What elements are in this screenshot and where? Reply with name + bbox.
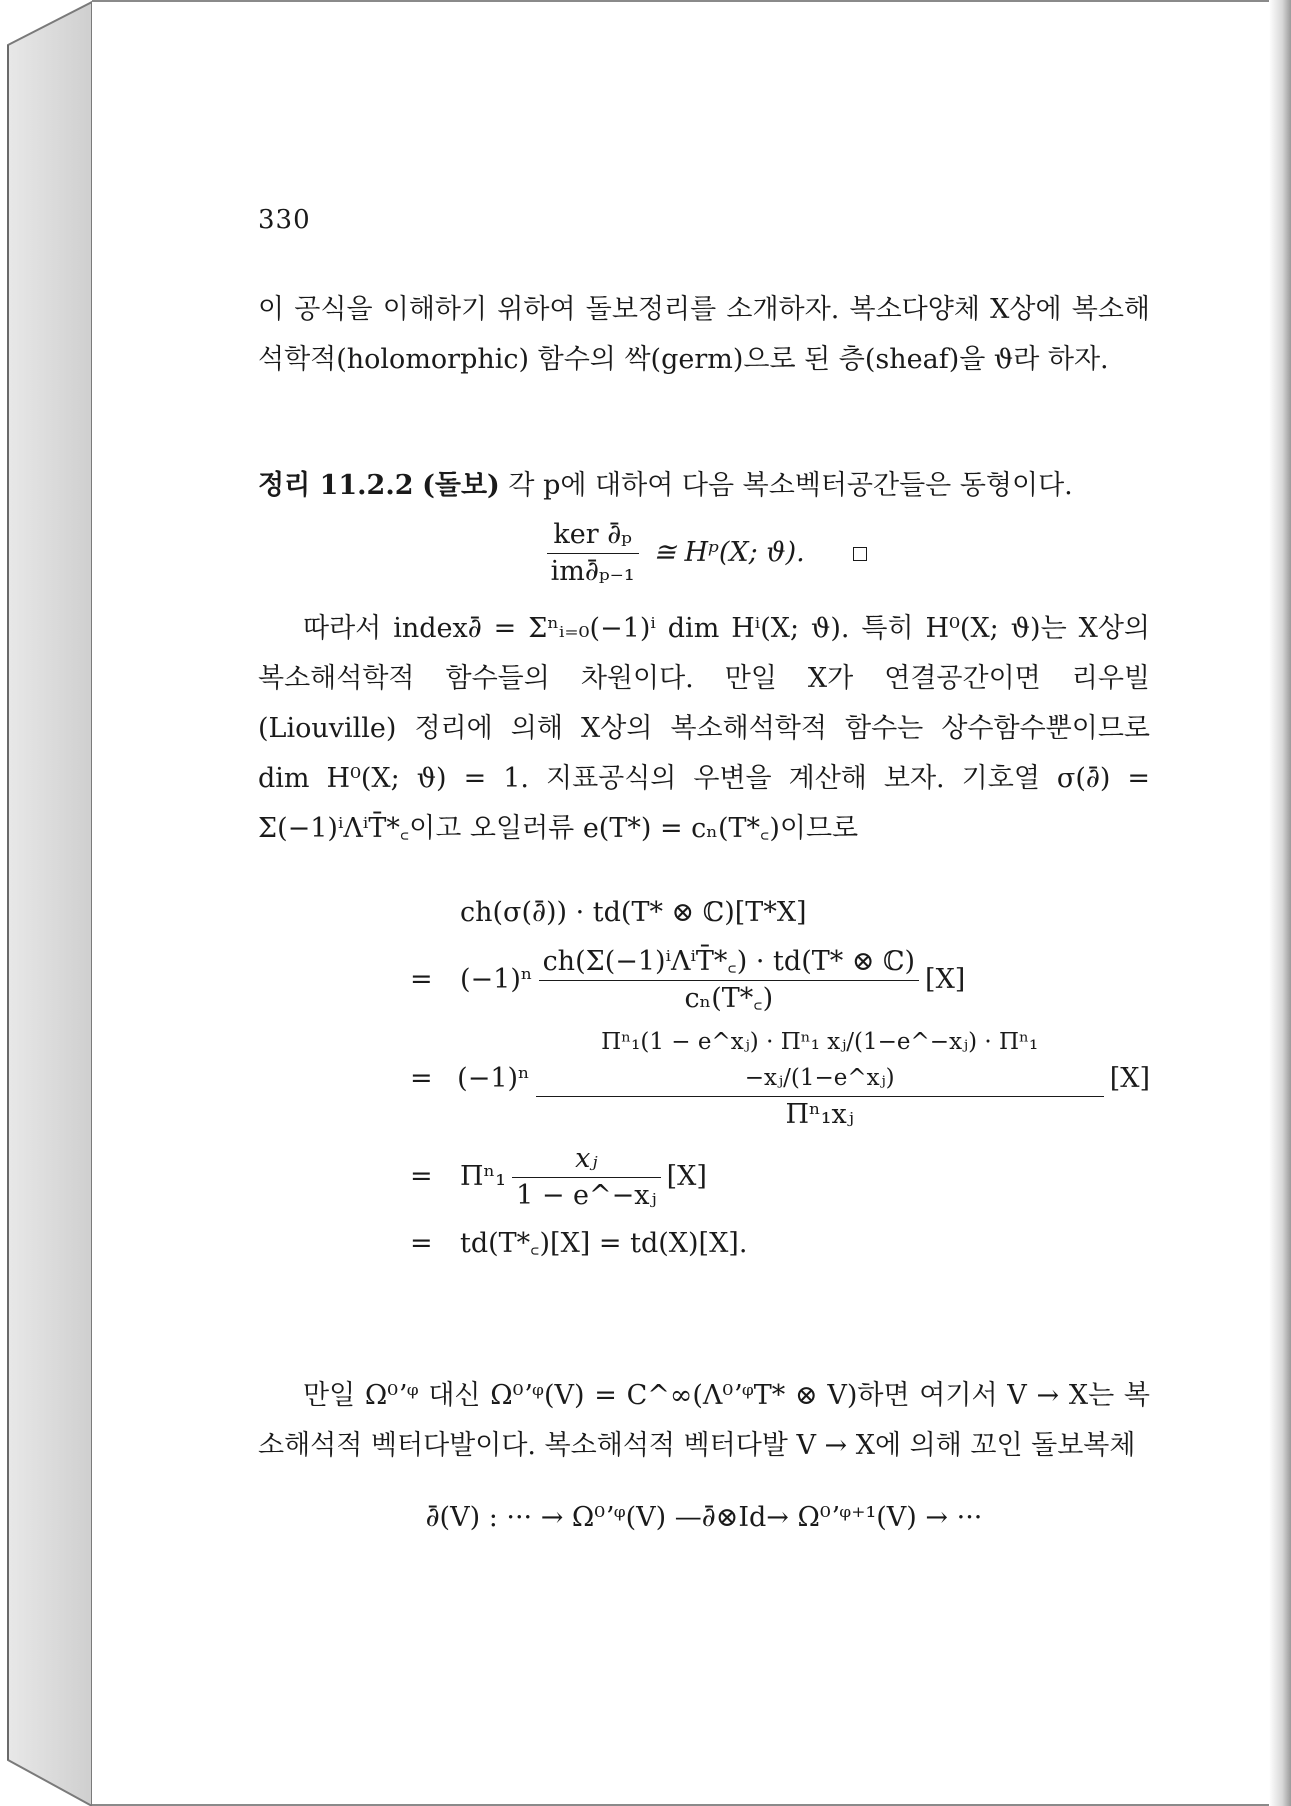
theorem-name: (돌보): [422, 470, 500, 501]
equals-sign: =: [410, 1228, 433, 1259]
line3-denominator: 1 − e^−xⱼ: [516, 1179, 657, 1211]
twisted-paragraph: 만일 Ω⁰ʼᵠ 대신 Ω⁰ʼᵠ(V) = C^∞(Λ⁰ʼᵠT* ⊗ V)하면 여기서 V → X는 복소해석적 벡터다발이다. 복소해석적 벡터다발 V → X에 의해 꼬인 돌보복체: [258, 1380, 1150, 1461]
book-spine: [0, 0, 92, 1806]
theorem-formula: [258, 517, 1150, 590]
page-edge-shadow: [1269, 0, 1291, 1806]
line1-numerator: ch(Σ(−1)ⁱΛⁱT̄*꜀) · td(T* ⊗ ℂ): [539, 944, 919, 981]
page-number: 330: [258, 205, 311, 235]
derivation-row-2: [410, 1024, 1150, 1133]
line2-denominator: Πⁿ₁xⱼ: [785, 1099, 854, 1130]
intro-paragraph: 이 공식을 이해하기 위하여 돌보정리를 소개하자. 복소다양체 X상에 복소해석학적(holomorphic) 함수의 싹(germ)으로 된 층(sheaf)을 ϑ라 하자.: [258, 294, 1150, 375]
index-paragraph: 따라서 index∂̄ = Σⁿᵢ₌₀(−1)ⁱ dim Hⁱ(X; ϑ). 특히 H⁰(X; ϑ)는 X상의 복소해석학적 함수들의 차원이다. 만일 X가 연결공간이면 리우빌(Liouville) 정리에 의해 X상의 복소해석학적 함수는 상수함수뿐이므로 dim H⁰(X; ϑ) = 1. 지표공식의 우변을 계산해 보자. 기호열 σ(∂̄) = Σ(−1)ⁱΛⁱT̄*꜀이고 오일러류 e(T*) = cₙ(T*꜀)이므로: [258, 613, 1150, 844]
theorem-rhs: ≅ Hᵖ(X; ϑ).: [653, 537, 805, 568]
line2-numerator: Πⁿ₁(1 − e^xⱼ) · Πⁿ₁ xⱼ/(1−e^−xⱼ) · Πⁿ₁ −xⱼ/(1−e^xⱼ): [536, 1024, 1104, 1097]
dolbeault-sequence: ∂̄(V) : ··· → Ω⁰ʼᵠ(V) —∂̄⊗Id→ Ω⁰ʼᵠ⁺¹(V) → ···: [425, 1502, 983, 1533]
derivation-block: [258, 890, 1150, 1267]
line2-suffix: [X]: [1109, 1062, 1150, 1094]
theorem-statement: [258, 461, 1150, 511]
line1-fraction: [539, 944, 919, 1017]
equals-sign: =: [410, 964, 433, 995]
derivation-row-4: [410, 1221, 1150, 1267]
fraction-numerator: ker ∂̄ₚ: [547, 517, 639, 554]
theorem-label: 정리 11.2.2: [258, 470, 414, 501]
page-content: [258, 195, 1150, 1543]
line1-suffix: [X]: [925, 964, 966, 995]
line1-prefix: (−1)ⁿ: [460, 964, 533, 995]
line3-prefix: Πⁿ₁: [460, 1161, 507, 1192]
derivation-row-0: [410, 890, 1150, 936]
vertical-gap: [258, 1267, 1150, 1371]
theorem-fraction: [547, 517, 639, 590]
equals-sign: =: [410, 1161, 433, 1192]
qed-box-icon: [853, 547, 867, 561]
derivation-line-0: ch(σ(∂̄)) · td(T* ⊗ ℂ)[T*X]: [460, 897, 807, 928]
line3-numerator: xⱼ: [512, 1141, 661, 1178]
derivation-row-1: [410, 936, 1150, 1024]
theorem-text: 각 p에 대하여 다음 복소벡터공간들은 동형이다.: [508, 470, 1073, 501]
derivation-row-3: [410, 1133, 1150, 1221]
line3-fraction: [512, 1141, 661, 1214]
line1-denominator: cₙ(T*꜀): [684, 982, 774, 1014]
equals-sign: =: [410, 1062, 433, 1094]
line3-suffix: [X]: [666, 1161, 707, 1192]
derivation-line-4: td(T*꜀)[X] = td(X)[X].: [460, 1228, 748, 1259]
line2-prefix: (−1)ⁿ: [457, 1062, 530, 1094]
line2-fraction: [536, 1024, 1104, 1133]
fraction-denominator: im∂̄ₚ₋₁: [550, 556, 635, 587]
